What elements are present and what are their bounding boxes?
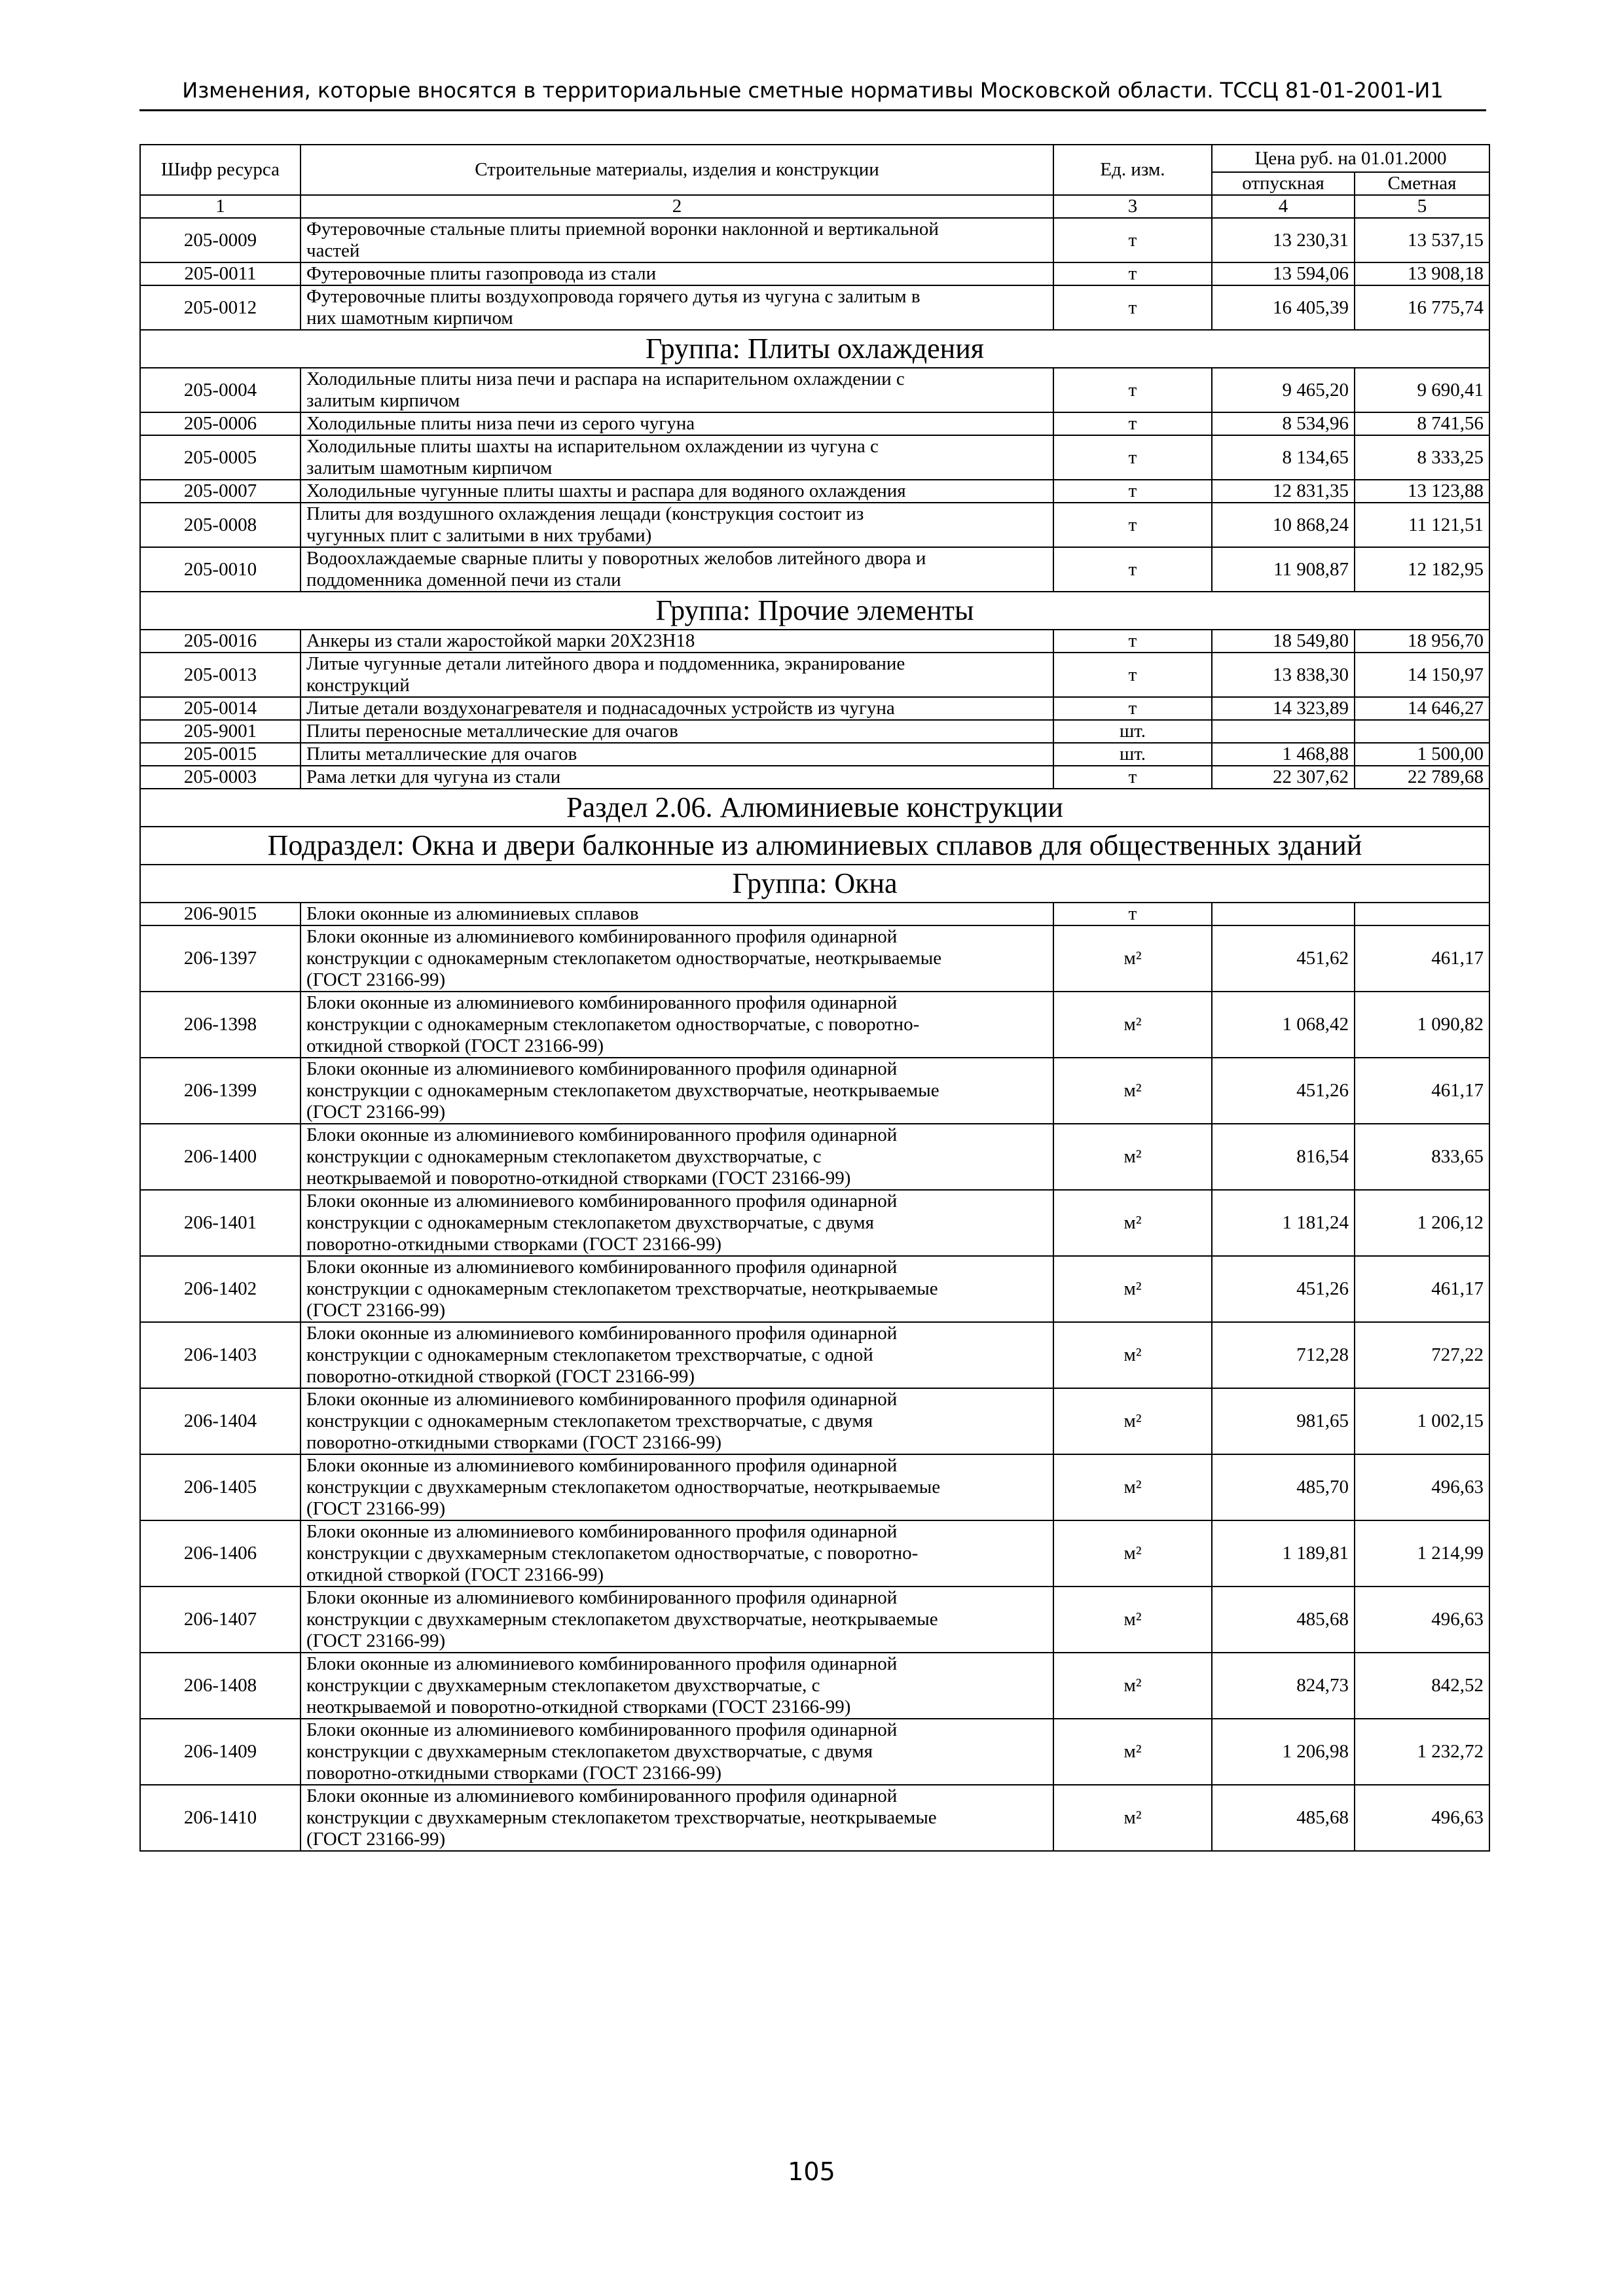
code-cell: 205-0009 bbox=[140, 218, 301, 262]
release-price-cell: 485,70 bbox=[1212, 1454, 1355, 1520]
estimate-price-cell: 8 333,25 bbox=[1355, 435, 1489, 480]
name-line: Блоки оконные из алюминиевого комбинированного профиля одинарной bbox=[306, 1653, 898, 1674]
name-line: Плиты для воздушного охлаждения лещади (конструкция состоит из bbox=[306, 503, 864, 524]
unit-cell: т bbox=[1053, 285, 1212, 330]
name-line: конструкции с однокамерным стеклопакетом одностворчатые, неоткрываемые bbox=[306, 948, 942, 969]
estimate-price-cell: 13 537,15 bbox=[1355, 218, 1489, 262]
code-cell: 205-0003 bbox=[140, 766, 301, 789]
estimate-price-cell bbox=[1355, 903, 1489, 925]
name-cell bbox=[301, 218, 1053, 262]
name-line: конструкции с однокамерным стеклопакетом трехстворчатые, с двумя bbox=[306, 1410, 873, 1431]
unit-cell: т bbox=[1053, 435, 1212, 480]
name-cell bbox=[301, 480, 1053, 503]
name-cell bbox=[301, 1388, 1053, 1454]
name-cell bbox=[301, 1058, 1053, 1124]
name-cell bbox=[301, 1124, 1053, 1190]
name-line: залитым шамотным кирпичом bbox=[306, 457, 553, 478]
name-line: них шамотным кирпичом bbox=[306, 308, 513, 329]
estimate-price-cell: 14 150,97 bbox=[1355, 653, 1489, 697]
name-cell bbox=[301, 743, 1053, 766]
estimate-price-cell: 496,63 bbox=[1355, 1587, 1489, 1653]
code-cell: 206-1407 bbox=[140, 1587, 301, 1653]
name-cell bbox=[301, 1256, 1053, 1322]
release-price-cell: 816,54 bbox=[1212, 1124, 1355, 1190]
name-line: откидной створкой (ГОСТ 23166-99) bbox=[306, 1564, 604, 1585]
release-price-cell: 1 068,42 bbox=[1212, 992, 1355, 1058]
code-cell: 205-9001 bbox=[140, 720, 301, 743]
name-line: конструкции с однокамерным стеклопакетом двухстворчатые, неоткрываемые bbox=[306, 1080, 939, 1101]
estimate-price-cell: 13 908,18 bbox=[1355, 262, 1489, 285]
name-line: (ГОСТ 23166-99) bbox=[306, 1630, 446, 1651]
header-price-group: Цена руб. на 01.01.2000 bbox=[1212, 145, 1489, 172]
name-line: чугунных плит с залитыми в них трубами) bbox=[306, 525, 652, 546]
name-line: (ГОСТ 23166-99) bbox=[306, 1829, 446, 1850]
code-cell: 206-9015 bbox=[140, 903, 301, 925]
name-line: Футеровочные плиты воздухопровода горячего дутья из чугуна с залитым в bbox=[306, 286, 921, 307]
table-row bbox=[140, 480, 1489, 503]
name-line: Футеровочные стальные плиты приемной воронки наклонной и вертикальной bbox=[306, 219, 939, 240]
name-line: Блоки оконные из алюминиевого комбинированного профиля одинарной bbox=[306, 1058, 898, 1079]
table-row bbox=[140, 992, 1489, 1058]
code-cell: 206-1408 bbox=[140, 1653, 301, 1719]
unit-cell: м² bbox=[1053, 1322, 1212, 1388]
estimate-price-cell: 727,22 bbox=[1355, 1322, 1489, 1388]
name-line: Блоки оконные из алюминиевого комбинированного профиля одинарной bbox=[306, 1521, 898, 1542]
name-line: поворотно-откидными створками (ГОСТ 23166-99) bbox=[306, 1234, 722, 1255]
code-cell: 206-1404 bbox=[140, 1388, 301, 1454]
table-row bbox=[140, 1256, 1489, 1322]
table-body bbox=[140, 218, 1489, 1851]
unit-cell: т bbox=[1053, 697, 1212, 720]
release-price-cell: 981,65 bbox=[1212, 1388, 1355, 1454]
release-price-cell bbox=[1212, 903, 1355, 925]
name-line: Блоки оконные из алюминиевого комбинированного профиля одинарной bbox=[306, 1785, 898, 1806]
unit-cell: м² bbox=[1053, 1520, 1212, 1587]
release-price-cell: 13 838,30 bbox=[1212, 653, 1355, 697]
unit-cell: т bbox=[1053, 262, 1212, 285]
name-line: неоткрываемой и поворотно-откидной створками (ГОСТ 23166-99) bbox=[306, 1696, 851, 1717]
unit-cell: м² bbox=[1053, 1058, 1212, 1124]
name-cell bbox=[301, 435, 1053, 480]
release-price-cell: 1 206,98 bbox=[1212, 1719, 1355, 1785]
estimate-price-cell: 11 121,51 bbox=[1355, 503, 1489, 547]
release-price-cell: 10 868,24 bbox=[1212, 503, 1355, 547]
name-line: конструкции с двухкамерным стеклопакетом двухстворчатые, с двумя bbox=[306, 1741, 873, 1762]
release-price-cell: 13 594,06 bbox=[1212, 262, 1355, 285]
name-cell bbox=[301, 766, 1053, 789]
name-cell bbox=[301, 992, 1053, 1058]
name-line: Плиты металлические для очагов bbox=[306, 744, 577, 764]
unit-cell: м² bbox=[1053, 1587, 1212, 1653]
estimate-price-cell: 842,52 bbox=[1355, 1653, 1489, 1719]
code-cell: 205-0011 bbox=[140, 262, 301, 285]
estimate-price-cell: 13 123,88 bbox=[1355, 480, 1489, 503]
header-price-release: отпускная bbox=[1212, 172, 1355, 195]
unit-cell: т bbox=[1053, 218, 1212, 262]
name-line: (ГОСТ 23166-99) bbox=[306, 1300, 446, 1321]
table-row bbox=[140, 903, 1489, 925]
code-cell: 206-1402 bbox=[140, 1256, 301, 1322]
code-cell: 206-1400 bbox=[140, 1124, 301, 1190]
name-cell bbox=[301, 262, 1053, 285]
name-line: конструкций bbox=[306, 675, 410, 696]
code-cell: 206-1409 bbox=[140, 1719, 301, 1785]
unit-cell: м² bbox=[1053, 1190, 1212, 1256]
table-row bbox=[140, 1388, 1489, 1454]
estimate-price-cell: 1 500,00 bbox=[1355, 743, 1489, 766]
name-cell bbox=[301, 1190, 1053, 1256]
name-line: поворотно-откидными створками (ГОСТ 23166-99) bbox=[306, 1763, 722, 1784]
price-table bbox=[139, 144, 1490, 1852]
unit-cell: м² bbox=[1053, 1653, 1212, 1719]
name-line: конструкции с двухкамерным стеклопакетом двухстворчатые, неоткрываемые bbox=[306, 1609, 938, 1630]
table-row bbox=[140, 503, 1489, 547]
code-cell: 205-0004 bbox=[140, 368, 301, 412]
name-line: конструкции с однокамерным стеклопакетом трехстворчатые, неоткрываемые bbox=[306, 1278, 938, 1299]
code-cell: 206-1410 bbox=[140, 1785, 301, 1851]
name-line: Блоки оконные из алюминиевого комбинированного профиля одинарной bbox=[306, 926, 898, 947]
estimate-price-cell: 22 789,68 bbox=[1355, 766, 1489, 789]
document-title: Изменения, которые вносятся в территориальные сметные нормативы Московской области. ТССЦ 81-01-2001-И1 bbox=[182, 78, 1444, 103]
name-cell bbox=[301, 903, 1053, 925]
code-cell: 206-1405 bbox=[140, 1454, 301, 1520]
table-row bbox=[140, 1190, 1489, 1256]
table-row bbox=[140, 285, 1489, 330]
name-line: Блоки оконные из алюминиевого комбинированного профиля одинарной bbox=[306, 1323, 898, 1344]
name-line: Блоки оконные из алюминиевого комбинированного профиля одинарной bbox=[306, 1191, 898, 1211]
estimate-price-cell: 1 002,15 bbox=[1355, 1388, 1489, 1454]
header-code: Шифр ресурса bbox=[140, 145, 301, 195]
table-row bbox=[140, 1454, 1489, 1520]
unit-cell: шт. bbox=[1053, 743, 1212, 766]
name-line: Плиты переносные металлические для очагов bbox=[306, 721, 678, 742]
table-row bbox=[140, 435, 1489, 480]
code-cell: 205-0005 bbox=[140, 435, 301, 480]
name-line: Рама летки для чугуна из стали bbox=[306, 766, 561, 787]
release-price-cell: 9 465,20 bbox=[1212, 368, 1355, 412]
unit-cell: м² bbox=[1053, 1388, 1212, 1454]
column-number-5: 5 bbox=[1355, 195, 1489, 218]
unit-cell: м² bbox=[1053, 1454, 1212, 1520]
name-line: Футеровочные плиты газопровода из стали bbox=[306, 263, 657, 284]
release-price-cell: 712,28 bbox=[1212, 1322, 1355, 1388]
unit-cell: м² bbox=[1053, 1719, 1212, 1785]
code-cell: 206-1401 bbox=[140, 1190, 301, 1256]
estimate-price-cell: 1 214,99 bbox=[1355, 1520, 1489, 1587]
release-price-cell: 451,62 bbox=[1212, 925, 1355, 992]
name-line: конструкции с двухкамерным стеклопакетом одностворчатые, с поворотно- bbox=[306, 1543, 919, 1564]
unit-cell: м² bbox=[1053, 1124, 1212, 1190]
table-row bbox=[140, 925, 1489, 992]
header-price-estimate: Сметная bbox=[1355, 172, 1489, 195]
release-price-cell: 8 134,65 bbox=[1212, 435, 1355, 480]
name-line: Холодильные плиты низа печи из серого чугуна bbox=[306, 413, 695, 434]
release-price-cell: 1 468,88 bbox=[1212, 743, 1355, 766]
name-cell bbox=[301, 547, 1053, 592]
code-cell: 205-0015 bbox=[140, 743, 301, 766]
table-row bbox=[140, 1058, 1489, 1124]
table-row bbox=[140, 1785, 1489, 1851]
code-cell: 205-0010 bbox=[140, 547, 301, 592]
estimate-price-cell: 12 182,95 bbox=[1355, 547, 1489, 592]
name-line: Блоки оконные из алюминиевого комбинированного профиля одинарной bbox=[306, 1257, 898, 1278]
estimate-price-cell: 461,17 bbox=[1355, 1058, 1489, 1124]
unit-cell: т bbox=[1053, 547, 1212, 592]
name-line: конструкции с однокамерным стеклопакетом одностворчатые, с поворотно- bbox=[306, 1014, 920, 1035]
unit-cell: т bbox=[1053, 630, 1212, 653]
estimate-price-cell: 461,17 bbox=[1355, 925, 1489, 992]
code-cell: 206-1406 bbox=[140, 1520, 301, 1587]
name-line: Литые чугунные детали литейного двора и поддоменника, экранирование bbox=[306, 653, 905, 674]
name-cell bbox=[301, 285, 1053, 330]
code-cell: 206-1397 bbox=[140, 925, 301, 992]
release-price-cell: 824,73 bbox=[1212, 1653, 1355, 1719]
table-row bbox=[140, 720, 1489, 743]
release-price-cell: 451,26 bbox=[1212, 1256, 1355, 1322]
table-row bbox=[140, 368, 1489, 412]
group-heading: Группа: Плиты охлаждения bbox=[140, 330, 1489, 368]
column-number-3: 3 bbox=[1053, 195, 1212, 218]
name-line: Анкеры из стали жаростойкой марки 20Х23Н18 bbox=[306, 630, 695, 651]
unit-cell: шт. bbox=[1053, 720, 1212, 743]
estimate-price-cell: 461,17 bbox=[1355, 1256, 1489, 1322]
code-cell: 206-1398 bbox=[140, 992, 301, 1058]
group-heading: Раздел 2.06. Алюминиевые конструкции bbox=[140, 789, 1489, 827]
release-price-cell: 451,26 bbox=[1212, 1058, 1355, 1124]
table-row bbox=[140, 1719, 1489, 1785]
unit-cell: м² bbox=[1053, 1785, 1212, 1851]
unit-cell: т bbox=[1053, 480, 1212, 503]
name-line: Водоохлаждаемые сварные плиты у поворотных желобов литейного двора и bbox=[306, 548, 926, 569]
name-cell bbox=[301, 630, 1053, 653]
name-line: неоткрываемой и поворотно-откидной створками (ГОСТ 23166-99) bbox=[306, 1168, 851, 1189]
unit-cell: м² bbox=[1053, 1256, 1212, 1322]
name-cell bbox=[301, 1454, 1053, 1520]
table-row bbox=[140, 653, 1489, 697]
table-row bbox=[140, 766, 1489, 789]
release-price-cell: 14 323,89 bbox=[1212, 697, 1355, 720]
release-price-cell: 8 534,96 bbox=[1212, 412, 1355, 435]
unit-cell: т bbox=[1053, 903, 1212, 925]
name-line: Блоки оконные из алюминиевого комбинированного профиля одинарной bbox=[306, 1719, 898, 1740]
table-row bbox=[140, 743, 1489, 766]
group-heading-row bbox=[140, 789, 1489, 827]
unit-cell: т bbox=[1053, 653, 1212, 697]
table-row bbox=[140, 1322, 1489, 1388]
table-row bbox=[140, 1124, 1489, 1190]
release-price-cell: 1 189,81 bbox=[1212, 1520, 1355, 1587]
unit-cell: т bbox=[1053, 766, 1212, 789]
name-line: Блоки оконные из алюминиевого комбинированного профиля одинарной bbox=[306, 992, 898, 1013]
release-price-cell: 16 405,39 bbox=[1212, 285, 1355, 330]
release-price-cell bbox=[1212, 720, 1355, 743]
estimate-price-cell: 8 741,56 bbox=[1355, 412, 1489, 435]
name-line: конструкции с двухкамерным стеклопакетом одностворчатые, неоткрываемые bbox=[306, 1477, 941, 1498]
estimate-price-cell: 1 232,72 bbox=[1355, 1719, 1489, 1785]
column-number-2: 2 bbox=[301, 195, 1053, 218]
name-line: конструкции с однокамерным стеклопакетом трехстворчатые, с одной bbox=[306, 1344, 873, 1365]
estimate-price-cell: 496,63 bbox=[1355, 1785, 1489, 1851]
code-cell: 205-0013 bbox=[140, 653, 301, 697]
estimate-price-cell: 1 206,12 bbox=[1355, 1190, 1489, 1256]
name-line: (ГОСТ 23166-99) bbox=[306, 969, 446, 990]
name-line: конструкции с двухкамерным стеклопакетом трехстворчатые, неоткрываемые bbox=[306, 1807, 937, 1828]
unit-cell: т bbox=[1053, 503, 1212, 547]
group-heading-row bbox=[140, 827, 1489, 865]
group-heading: Подраздел: Окна и двери балконные из алюминиевых сплавов для общественных зданий bbox=[140, 827, 1489, 865]
name-line: Блоки оконные из алюминиевого комбинированного профиля одинарной bbox=[306, 1587, 898, 1608]
name-line: (ГОСТ 23166-99) bbox=[306, 1102, 446, 1122]
column-number-4: 4 bbox=[1212, 195, 1355, 218]
estimate-price-cell: 496,63 bbox=[1355, 1454, 1489, 1520]
name-line: Блоки оконные из алюминиевого комбинированного профиля одинарной bbox=[306, 1455, 898, 1476]
table-row bbox=[140, 412, 1489, 435]
name-line: Блоки оконные из алюминиевого комбинированного профиля одинарной bbox=[306, 1389, 898, 1410]
name-cell bbox=[301, 925, 1053, 992]
table-row bbox=[140, 547, 1489, 592]
name-line: Холодильные плиты шахты на испарительном охлаждении из чугуна с bbox=[306, 436, 879, 457]
table-row bbox=[140, 262, 1489, 285]
estimate-price-cell: 14 646,27 bbox=[1355, 697, 1489, 720]
name-line: Блоки оконные из алюминиевых сплавов bbox=[306, 903, 639, 924]
table-row bbox=[140, 697, 1489, 720]
group-heading-row bbox=[140, 865, 1489, 903]
name-cell bbox=[301, 368, 1053, 412]
group-heading: Группа: Окна bbox=[140, 865, 1489, 903]
code-cell: 205-0016 bbox=[140, 630, 301, 653]
name-line: конструкции с однокамерным стеклопакетом двухстворчатые, с bbox=[306, 1146, 822, 1167]
unit-cell: т bbox=[1053, 412, 1212, 435]
code-cell: 205-0014 bbox=[140, 697, 301, 720]
group-heading: Группа: Прочие элементы bbox=[140, 592, 1489, 630]
title-underline bbox=[139, 109, 1486, 111]
name-line: поворотно-откидной створкой (ГОСТ 23166-99) bbox=[306, 1366, 695, 1387]
name-line: откидной створкой (ГОСТ 23166-99) bbox=[306, 1035, 604, 1056]
group-heading-row bbox=[140, 592, 1489, 630]
code-cell: 205-0007 bbox=[140, 480, 301, 503]
table-row bbox=[140, 1653, 1489, 1719]
name-line: Холодильные плиты низа печи и распара на испарительном охлаждении с bbox=[306, 368, 905, 389]
estimate-price-cell: 833,65 bbox=[1355, 1124, 1489, 1190]
code-cell: 206-1399 bbox=[140, 1058, 301, 1124]
release-price-cell: 485,68 bbox=[1212, 1587, 1355, 1653]
header-name: Строительные материалы, изделия и конструкции bbox=[301, 145, 1053, 195]
name-cell bbox=[301, 1520, 1053, 1587]
header-unit: Ед. изм. bbox=[1053, 145, 1212, 195]
name-cell bbox=[301, 412, 1053, 435]
code-cell: 205-0008 bbox=[140, 503, 301, 547]
name-cell bbox=[301, 1785, 1053, 1851]
name-line: поворотно-откидными створками (ГОСТ 23166-99) bbox=[306, 1432, 722, 1453]
release-price-cell: 12 831,35 bbox=[1212, 480, 1355, 503]
release-price-cell: 18 549,80 bbox=[1212, 630, 1355, 653]
estimate-price-cell: 1 090,82 bbox=[1355, 992, 1489, 1058]
name-line: конструкции с двухкамерным стеклопакетом двухстворчатые, с bbox=[306, 1675, 820, 1696]
release-price-cell: 1 181,24 bbox=[1212, 1190, 1355, 1256]
estimate-price-cell bbox=[1355, 720, 1489, 743]
name-line: конструкции с однокамерным стеклопакетом двухстворчатые, с двумя bbox=[306, 1212, 874, 1233]
code-cell: 206-1403 bbox=[140, 1322, 301, 1388]
name-cell bbox=[301, 503, 1053, 547]
unit-cell: м² bbox=[1053, 925, 1212, 992]
page-number: 105 bbox=[788, 2157, 835, 2186]
name-cell bbox=[301, 1653, 1053, 1719]
name-cell bbox=[301, 1322, 1053, 1388]
name-line: поддоменника доменной печи из стали bbox=[306, 569, 621, 590]
table-row bbox=[140, 630, 1489, 653]
table-row bbox=[140, 1520, 1489, 1587]
name-cell bbox=[301, 720, 1053, 743]
unit-cell: м² bbox=[1053, 992, 1212, 1058]
name-line: Холодильные чугунные плиты шахты и распара для водяного охлаждения bbox=[306, 480, 906, 501]
table-row bbox=[140, 218, 1489, 262]
code-cell: 205-0006 bbox=[140, 412, 301, 435]
table-header bbox=[140, 145, 1489, 218]
code-cell: 205-0012 bbox=[140, 285, 301, 330]
name-line: залитым кирпичом bbox=[306, 390, 460, 411]
release-price-cell: 22 307,62 bbox=[1212, 766, 1355, 789]
estimate-price-cell: 9 690,41 bbox=[1355, 368, 1489, 412]
column-number-1: 1 bbox=[140, 195, 301, 218]
name-line: (ГОСТ 23166-99) bbox=[306, 1498, 446, 1519]
unit-cell: т bbox=[1053, 368, 1212, 412]
name-line: Литые детали воздухонагревателя и поднасадочных устройств из чугуна bbox=[306, 698, 895, 719]
name-cell bbox=[301, 697, 1053, 720]
name-cell bbox=[301, 653, 1053, 697]
name-line: Блоки оконные из алюминиевого комбинированного профиля одинарной bbox=[306, 1124, 898, 1145]
group-heading-row bbox=[140, 330, 1489, 368]
estimate-price-cell: 18 956,70 bbox=[1355, 630, 1489, 653]
estimate-price-cell: 16 775,74 bbox=[1355, 285, 1489, 330]
name-cell bbox=[301, 1587, 1053, 1653]
release-price-cell: 485,68 bbox=[1212, 1785, 1355, 1851]
release-price-cell: 11 908,87 bbox=[1212, 547, 1355, 592]
release-price-cell: 13 230,31 bbox=[1212, 218, 1355, 262]
name-line: частей bbox=[306, 240, 360, 261]
name-cell bbox=[301, 1719, 1053, 1785]
table-row bbox=[140, 1587, 1489, 1653]
